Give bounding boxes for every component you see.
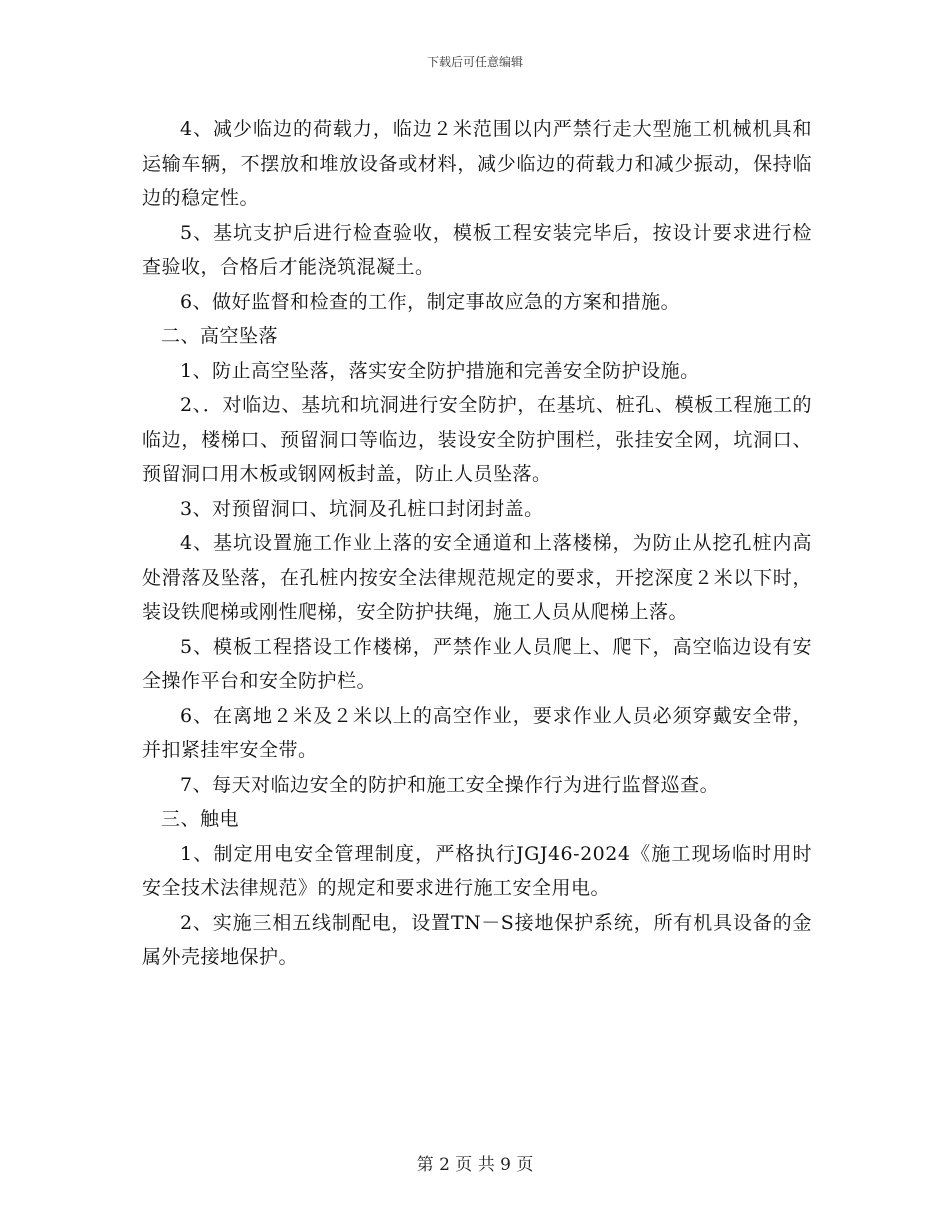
paragraph-fall-item-7: 7、每天对临边安全的防护和施工安全操作行为进行监督巡查。	[180, 773, 720, 796]
paragraph-fall-item-6: 6、在离地２米及２米以上的高空作业，要求作业人员必须穿戴安全带，并扣紧挂牢安全带。	[142, 704, 812, 761]
paragraph-fall-item-1: 1、防止高空坠落，落实安全防护措施和完善安全防护设施。	[180, 359, 700, 382]
paragraph-item-6-supervision: 6、做好监督和检查的工作，制定事故应急的方案和措施。	[180, 290, 681, 313]
page-header-note: 下载后可任意编辑	[426, 55, 523, 69]
page-number-footer: 第 2 页 共 9 页	[416, 1155, 534, 1175]
section-heading-electric-shock: 三、触电	[161, 808, 240, 830]
section-heading-fall-from-height: 二、高空坠落	[161, 325, 279, 347]
paragraph-fall-item-2: 2、．对临边、基坑和坑洞进行安全防护，在基坑、桩孔、模板工程施工的临边，楼梯口、预留洞口等临边，装设安全防护围栏，张挂安全网，坑洞口、预留洞口用木板或钢网板封盖，防止人员坠落。	[142, 394, 812, 485]
paragraph-shock-item-2: 2、实施三相五线制配电，设置TN－S接地保护系统，所有机具设备的金属外壳接地保护。	[142, 911, 812, 968]
paragraph-fall-item-3: 3、对预留洞口、坑洞及孔桩口封闭封盖。	[180, 497, 544, 520]
paragraph-fall-item-4: 4、基坑设置施工作业上落的安全通道和上落楼梯，为防止从挖孔桩内高处滑落及坠落，在孔桩内按安全法律规范规定的要求，开挖深度２米以下时，装设铁爬梯或刚性爬梯，安全防护扶绳，施工人员从爬梯上落。	[142, 532, 812, 623]
paragraph-shock-item-1: 1、制定用电安全管理制度，严格执行JGJ46-2024《施工现场临时用时安全技术法律规范》的规定和要求进行施工安全用电。	[142, 842, 812, 899]
paragraph-fall-item-5: 5、模板工程搭设工作楼梯，严禁作业人员爬上、爬下，高空临边设有安全操作平台和安全防护栏。	[142, 635, 812, 692]
document-body	[142, 112, 812, 975]
paragraph-item-4-edge-load: 4、减少临边的荷载力，临边２米范围以内严禁行走大型施工机械机具和运输车辆，不摆放和堆放设备或材料，减少临边的荷载力和减少振动，保持临边的稳定性。	[142, 118, 812, 209]
paragraph-item-5-inspection: 5、基坑支护后进行检查验收，模板工程安装完毕后，按设计要求进行检查验收，合格后才能浇筑混凝土。	[142, 221, 812, 278]
